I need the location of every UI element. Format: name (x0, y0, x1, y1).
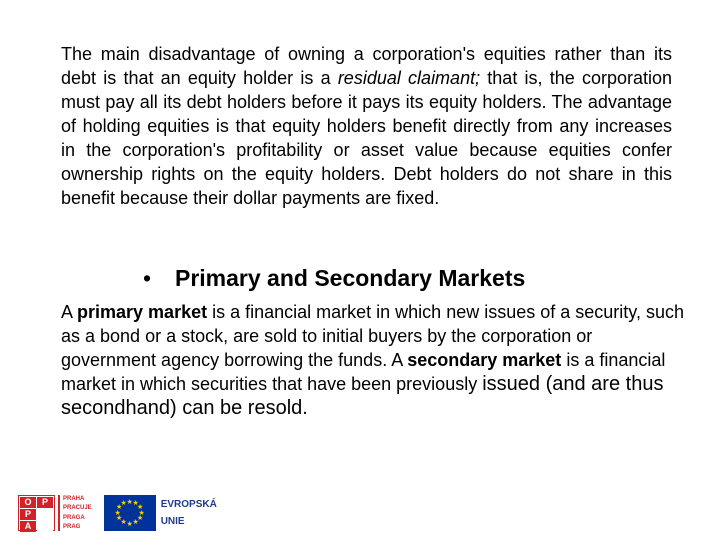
opp-letter-grid (18, 495, 55, 531)
opp-letter: O (20, 497, 36, 508)
paragraph-markets (61, 300, 691, 420)
paragraph-text: issued (and are thus secondhand) can be resold. (61, 373, 664, 419)
opp-letter (37, 509, 53, 520)
opp-text-line: PRAHA (63, 496, 85, 502)
eu-label-line: UNIE (160, 516, 185, 527)
bullet-icon: • (143, 265, 152, 291)
primary-market-term: primary market (77, 302, 208, 322)
opp-text-block (58, 495, 92, 531)
paragraph-text: is a financial market in which securities that have been previously (61, 350, 666, 394)
eu-star-icon: ★ (137, 515, 144, 522)
eu-star-icon: ★ (116, 504, 123, 511)
secondary-market-term: secondary market (407, 350, 562, 370)
eu-star-icon: ★ (138, 509, 145, 517)
paragraph-text: that is, the corporation must pay all its debt holders before it pays its equity holders. The advantage of holding equities is that equity holders benefit directly from any increases in the corporation's profitability or asset value because equities confer ownership rights on the equity holders. Debt holders do not share in this benefit because their dollar payments are fixed. (61, 68, 673, 208)
residual-claimant-term: residual claimant; (337, 68, 481, 88)
footer-logos (18, 495, 217, 531)
opp-text-line: PRACUJE (63, 505, 92, 512)
opp-letter (37, 521, 53, 532)
paragraph-text: The main disadvantage of owning a corporation's equities rather than its debt is that an equity holder is a (61, 44, 672, 88)
eu-star-icon: ★ (132, 500, 139, 507)
opp-text-line: PRAG (63, 523, 81, 530)
opp-letter: P (20, 509, 36, 520)
heading-text: Primary and Secondary Markets (175, 265, 526, 291)
eu-star-icon: ★ (114, 509, 121, 517)
eu-star-icon: ★ (137, 504, 144, 511)
opp-praha-logo (18, 495, 92, 531)
eu-star-icon: ★ (120, 519, 127, 526)
section-heading (143, 263, 683, 293)
eu-label-line: EVROPSKÁ (160, 499, 217, 510)
paragraph-text: A (61, 302, 78, 322)
eu-star-icon: ★ (116, 515, 123, 522)
opp-letter: P (37, 497, 53, 508)
paragraph-text: is a financial market in which new issues of a security, such as a bond or a stock, are sold to initial buyers by the corporation or government agency borrowing the funds. A (61, 302, 684, 370)
eu-flag-icon (104, 495, 156, 531)
eu-star-icon: ★ (132, 519, 139, 526)
opp-letter: A (20, 521, 36, 532)
eu-star-icon: ★ (126, 498, 133, 506)
eu-label (161, 496, 217, 530)
eu-star-icon: ★ (126, 520, 133, 528)
eu-star-icon: ★ (120, 500, 127, 507)
paragraph-equities (61, 42, 672, 210)
opp-text-line: PRAGA (63, 514, 85, 521)
